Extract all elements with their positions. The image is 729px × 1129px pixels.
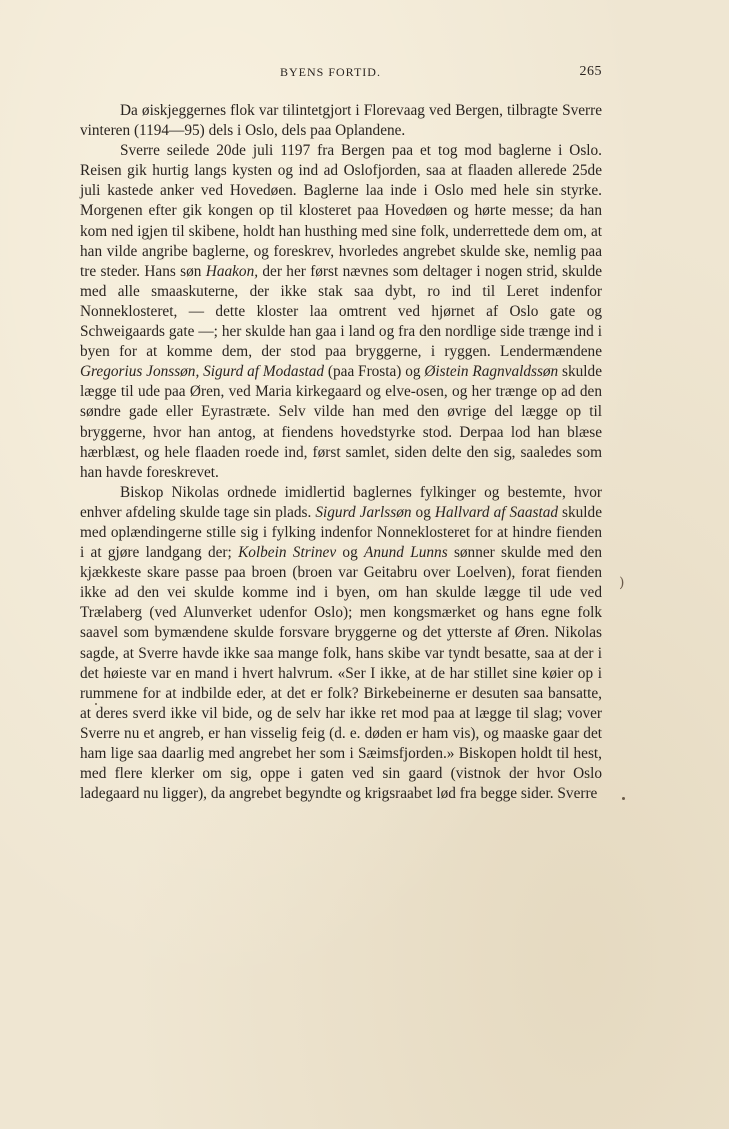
- para2-seg0: Sverre seilede 20de juli 1197 fra Bergen paa et tog mod baglerne i Oslo. Reisen gik hurtig langs kysten og ind ad Oslofjorden, saa at flaaden allerede 25de juli kastede anker ved Hovedøen. Baglerne laa inde i Oslo med hele sin styrke. Morgenen efter gik kongen op til klosteret paa Hovedøen og hørte messe; da han kom ned igjen til skibene, holdt han husthing med sine folk, underrettede dem om, at han vilde angribe baglerne, og foreskrev, hvorledes angrebet skulde ske, nemlig paa tre steder. Hans søn: [80, 142, 602, 280]
- para2-seg1-italic: Haakon,: [205, 262, 259, 280]
- para2-seg6: skulde lægge til ude paa Øren, ved Maria kirkegaard og elve-osen, og her trænge op ad den søndre gade eller Eyrastræte. Selv vilde han med den øvrige del lægge op til bryggerne, hvor han antog, at fiendens hovedstyrke stod. Derpaa lod han blæse hærblæst, og hele flaaden roede ind, først samlet, siden delte den sig, saaledes som han havde foreskrevet.: [80, 363, 602, 481]
- para3-seg8: sønner skulde med den kjækkeste skare passe paa broen (broen var Geitabru over Loelven), forat fienden ikke ad den vei skulde komme ind i byen, om han skulde lægge til ude ved Trælaberg (ved Alunverket udenfor Oslo); men kongsmærket og hans egne folk saavel som bymændene skulde forsvare bryggerne og det ytterste af Øren. Nikolas sagde, at Sverre havde ikke saa mange folk, hans skibe var tyndt besatte, saa at der i det høieste var en mand i hvert halvrum. «Ser I ikke, at de har stillet sine køier op i rummene for at indbilde eder, at det er folk? Birkebeinerne er desuten saa bansatte, at deres sverd ikke vil bide, og de selv har ikke ret mod paa at lægge til slag; vover Sverre nu et angreb, er han visselig feig (d. e. døden er ham vis), og maaske gaar det ham lige saa daarlig med angrebet her som i Sæimsfjorden.» Biskopen holdt til hest, med flere klerker om sig, oppe i gaten ved sin gaard (vistnok der hvor Oslo ladegaard nu ligger), da angrebet begyndte og krigsraabet lød fra begge sider. Sverre: [80, 544, 602, 803]
- body-text: [80, 101, 602, 804]
- paragraph-2: [80, 141, 602, 483]
- paragraph-1: [80, 101, 602, 141]
- running-head: [80, 65, 602, 85]
- para2-seg2: der her først nævnes som deltager i nogen strid, skulde med alle smaaskuterne, der ikke stak saa dybt, ro ind til Leret indenfor Nonneklosteret, — dette kloster laa omtrent ved hjørnet af Oslo gate og Schweigaards gate —; her skulde han gaa i land og fra den nordlige side trænge ind i byen for at komme dem, der stod paa bryggerne, i ryggen. Lendermændene: [80, 262, 603, 361]
- para2-seg5-italic: Øistein Ragnvaldssøn: [424, 363, 559, 381]
- para2-seg4: (paa Frosta) og: [324, 363, 425, 381]
- margin-pencil-mark: ): [619, 575, 625, 591]
- para3-seg7-italic: Anund Lunns: [364, 544, 448, 562]
- paper-speck: [622, 797, 625, 800]
- paragraph-3: [80, 483, 602, 805]
- para3-seg1-italic: Sigurd Jarlssøn: [315, 503, 412, 521]
- running-title: BYENS FORTID.: [280, 65, 381, 79]
- para3-seg0: Biskop Nikolas ordnede imidlertid baglernes fylkinger og bestemte, hvor enhver afdeling skulde tage sin plads.: [80, 483, 602, 521]
- para3-seg4: skulde med oplændingerne stille sig i fylking indenfor Nonneklosteret for at hindre fienden i at gjøre landgang der;: [80, 503, 602, 562]
- para3-seg3-italic: Hallvard af Saastad: [434, 503, 559, 521]
- para3-seg2: og: [411, 503, 435, 521]
- paper-speck: [95, 703, 97, 705]
- para2-seg3-italic: Gregorius Jonssøn, Sigurd af Modastad: [80, 363, 325, 381]
- para3-seg6: og: [336, 544, 365, 562]
- para1-seg0: Da øiskjeggernes flok var tilintetgjort i Florevaag ved Bergen, tilbragte Sverre vinteren (1194—95) dels i Oslo, dels paa Oplandene.: [80, 102, 602, 140]
- para3-seg5-italic: Kolbein Strinev: [238, 544, 337, 562]
- page-number: 265: [579, 64, 602, 79]
